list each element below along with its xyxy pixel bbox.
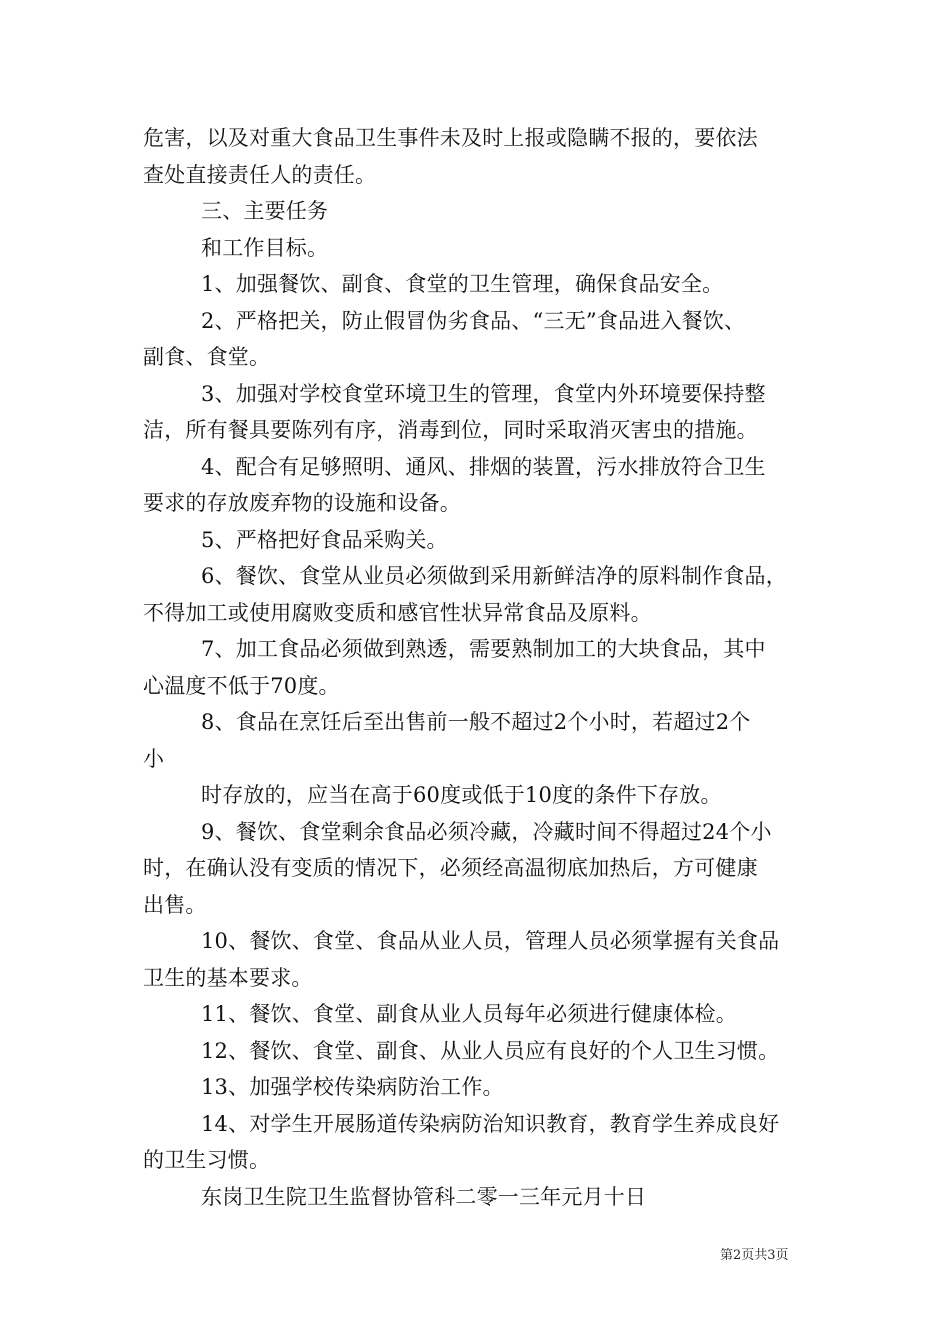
text-line: 11、餐饮、食堂、副食从业人员每年必须进行健康体检。 <box>201 1002 737 1026</box>
text-line: 6、餐饮、食堂从业员必须做到采用新鲜洁净的原料制作食品， <box>201 564 787 588</box>
text-line: 危害，以及对重大食品卫生事件未及时上报或隐瞒不报的，要依法 <box>143 126 758 150</box>
text-line: 12、餐饮、食堂、副食、从业人员应有良好的个人卫生习惯。 <box>201 1039 780 1063</box>
text-line: 13、加强学校传染病防治工作。 <box>201 1075 504 1099</box>
text-line: 和工作目标。 <box>201 236 329 260</box>
text-line: 5、严格把好食品采购关。 <box>201 528 448 552</box>
text-line: 8、食品在烹饪后至出售前一般不超过2个小时，若超过2个 <box>201 710 751 734</box>
text-line: 卫生的基本要求。 <box>143 966 313 990</box>
text-line: 要求的存放废弃物的设施和设备。 <box>143 491 461 515</box>
text-line: 时，在确认没有变质的情况下，必须经高温彻底加热后，方可健康 <box>143 856 758 880</box>
text-line: 9、餐饮、食堂剩余食品必须冷藏，冷藏时间不得超过24个小 <box>201 820 772 844</box>
text-line: 2、严格把关，防止假冒伪劣食品、“三无”食品进入餐饮、 <box>201 309 746 333</box>
text-line: 14、对学生开展肠道传染病防治知识教育，教育学生养成良好 <box>201 1112 780 1136</box>
text-line: 洁，所有餐具要陈列有序，消毒到位，同时采取消灭害虫的措施。 <box>143 418 758 442</box>
text-line: 小 <box>143 747 165 771</box>
section-heading: 三、主要任务 <box>201 199 329 223</box>
text-line: 副食、食堂。 <box>143 345 271 369</box>
page-number: 第2页共3页 <box>720 1248 789 1263</box>
text-line: 7、加工食品必须做到熟透，需要熟制加工的大块食品，其中 <box>201 637 766 661</box>
text-line: 出售。 <box>143 893 207 917</box>
text-line: 时存放的，应当在高于60度或低于10度的条件下存放。 <box>201 783 722 807</box>
text-line: 不得加工或使用腐败变质和感官性状异常食品及原料。 <box>143 601 652 625</box>
signature-line: 东岗卫生院卫生监督协管科二零一三年元月十日 <box>201 1185 647 1209</box>
text-line: 4、配合有足够照明、通风、排烟的装置，污水排放符合卫生 <box>201 455 766 479</box>
text-line: 心温度不低于70度。 <box>143 674 340 698</box>
text-line: 3、加强对学校食堂环境卫生的管理，食堂内外环境要保持整 <box>201 382 766 406</box>
text-line: 10、餐饮、食堂、食品从业人员，管理人员必须掌握有关食品 <box>201 929 780 953</box>
text-line: 查处直接责任人的责任。 <box>143 163 377 187</box>
text-line: 的卫生习惯。 <box>143 1148 271 1172</box>
text-line: 1、加强餐饮、副食、食堂的卫生管理，确保食品安全。 <box>201 272 724 296</box>
